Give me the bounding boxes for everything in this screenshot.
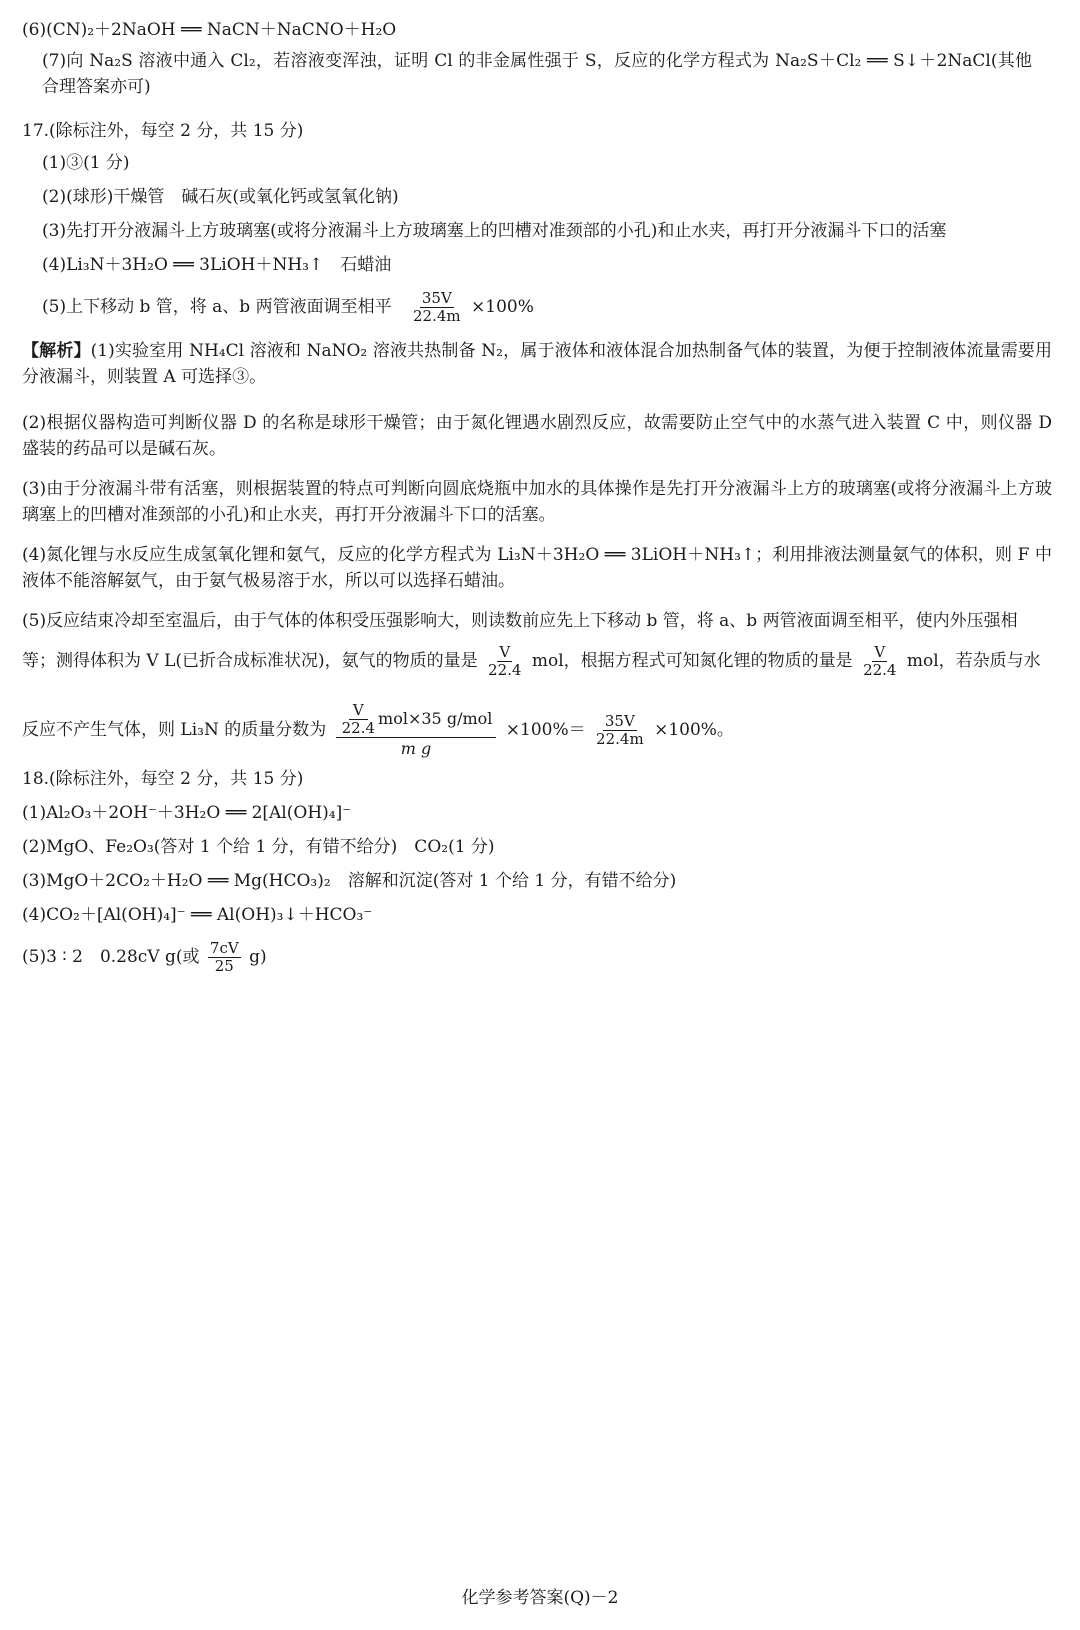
fraction (340, 702, 377, 737)
analysis-p4: (4)氮化锂与水反应生成氢氧化锂和氨气，反应的化学方程式为 Li₃N＋3H₂O ══ 3LiOH＋NH₃↑；利用排液法测量氨气的体积，则 F 中液体不能溶解氨气，由于氨气极易溶于水，所以可以选择石蜡油。 (22, 545, 1052, 591)
q17-answer-2: (2)(球形)干燥管 碱石灰(或氧化钙或氢氧化钠) (42, 187, 399, 207)
fraction (411, 290, 463, 325)
q17-answer-5 (42, 290, 534, 325)
q16-item7: (7)向 Na₂S 溶液中通入 Cl₂，若溶液变浑浊，证明 Cl 的非金属性强于 S，反应的化学方程式为 Na₂S＋Cl₂ ══ S↓＋2NaCl(其他合理答案亦可) (42, 51, 1032, 97)
q18-answer-5-a: (5)3 ∶ 2 0.28cV g(或 (22, 947, 200, 967)
compound-fraction (336, 702, 497, 760)
analysis-p1 (22, 338, 1052, 390)
analysis-p5-l2c: mol，若杂质与水 (906, 651, 1041, 671)
fraction-denominator: 22.4m (413, 307, 461, 325)
q18-header: 18.(除标注外，每空 2 分，共 15 分) (22, 769, 304, 789)
analysis-p2: (2)根据仪器构造可判断仪器 D 的名称是球形干燥管；由于氮化锂遇水剧烈反应，故需要防止空气中的水蒸气进入装置 C 中，则仪器 D 盛装的药品可以是碱石灰。 (22, 413, 1052, 459)
q18-answer-3: (3)MgO＋2CO₂＋H₂O ══ Mg(HCO₃)₂ 溶解和沉淀(答对 1 个给 1 分，有错不给分) (22, 871, 677, 891)
analysis-p5-line1: (5)反应结束冷却至室温后，由于气体的体积受压强影响大，则读数前应先上下移动 b 管，将 a、b 两管液面调至相平，使内外压强相 (22, 611, 1018, 631)
fraction-denominator: 25 (214, 957, 234, 975)
fraction-numerator: V (874, 643, 886, 661)
q18-answer-5-b: g) (249, 947, 267, 967)
fraction-numerator: 7cV (209, 939, 239, 957)
analysis-p3: (3)由于分液漏斗带有活塞，则根据装置的特点可判断向圆底烧瓶中加水的具体操作是先打开分液漏斗上方的玻璃塞(或将分液漏斗上方玻璃塞上的凹槽对准颈部的小孔)和止水夹，再打开分液漏斗下口的活塞。 (22, 479, 1052, 525)
fraction-numerator: V (499, 643, 511, 661)
q17-header: 17.(除标注外，每空 2 分，共 15 分) (22, 121, 304, 141)
q18-answer-4: (4)CO₂＋[Al(OH)₄]⁻ ══ Al(OH)₃↓＋HCO₃⁻ (22, 905, 373, 925)
q18-answer-1: (1)Al₂O₃＋2OH⁻＋3H₂O ══ 2[Al(OH)₄]⁻ (22, 803, 352, 823)
q17-answer-5-text: (5)上下移动 b 管，将 a、b 两管液面调至相平 (42, 297, 392, 317)
compound-fraction-denominator: m g (400, 738, 432, 758)
fraction-numerator: V (349, 702, 368, 720)
q17-answer-4: (4)Li₃N＋3H₂O ══ 3LiOH＋NH₃↑ 石蜡油 (42, 255, 392, 275)
q17-answer-3: (3)先打开分液漏斗上方玻璃塞(或将分液漏斗上方玻璃塞上的凹槽对准颈部的小孔)和止水夹，再打开分液漏斗下口的活塞 (42, 221, 947, 241)
q17-answer-1: (1)③(1 分) (42, 153, 130, 173)
analysis-p5-line2 (22, 644, 1041, 679)
compound-fraction-numerator-text: mol×35 g/mol (378, 708, 493, 728)
fraction (208, 940, 241, 975)
fraction-denominator: 22.4 (863, 661, 897, 679)
fraction (594, 713, 646, 748)
analysis-p5-l3a: 反应不产生气体，则 Li₃N 的质量分数为 (22, 720, 327, 740)
fraction-denominator: 22.4 (488, 661, 522, 679)
fraction-denominator: 22.4 (341, 718, 376, 737)
compound-fraction-numerator (336, 702, 497, 738)
analysis-p5-l3c: ×100%。 (654, 720, 734, 740)
fraction (861, 644, 898, 679)
q17-answer-5-tail: ×100% (471, 297, 534, 317)
fraction-numerator: 35V (604, 712, 635, 730)
analysis-p5-l2b: mol，根据方程式可知氮化锂的物质的量是 (531, 651, 853, 671)
q18-answer-5 (22, 940, 267, 975)
fraction (486, 644, 523, 679)
fraction-denominator: 22.4m (596, 730, 644, 748)
q16-item6: (6)(CN)₂＋2NaOH ══ NaCN＋NaCNO＋H₂O (22, 20, 397, 40)
q18-answer-2: (2)MgO、Fe₂O₃(答对 1 个给 1 分，有错不给分) CO₂(1 分) (22, 837, 495, 857)
analysis-p5-l3b: ×100%＝ (505, 720, 586, 740)
analysis-p5-l2a: 等；测得体积为 V L(已折合成标准状况)，氨气的物质的量是 (22, 651, 478, 671)
fraction-numerator: 35V (421, 289, 452, 307)
analysis-p1-text: (1)实验室用 NH₄Cl 溶液和 NaNO₂ 溶液共热制备 N₂，属于液体和液体混合加热制备气体的装置，为便于控制液体流量需要用分液漏斗，则装置 A 可选择③。 (22, 341, 1053, 387)
analysis-p5-line3 (22, 700, 734, 760)
analysis-label: 【解析】 (22, 341, 91, 361)
page-footer: 化学参考答案(Q)－2 (461, 1588, 619, 1608)
